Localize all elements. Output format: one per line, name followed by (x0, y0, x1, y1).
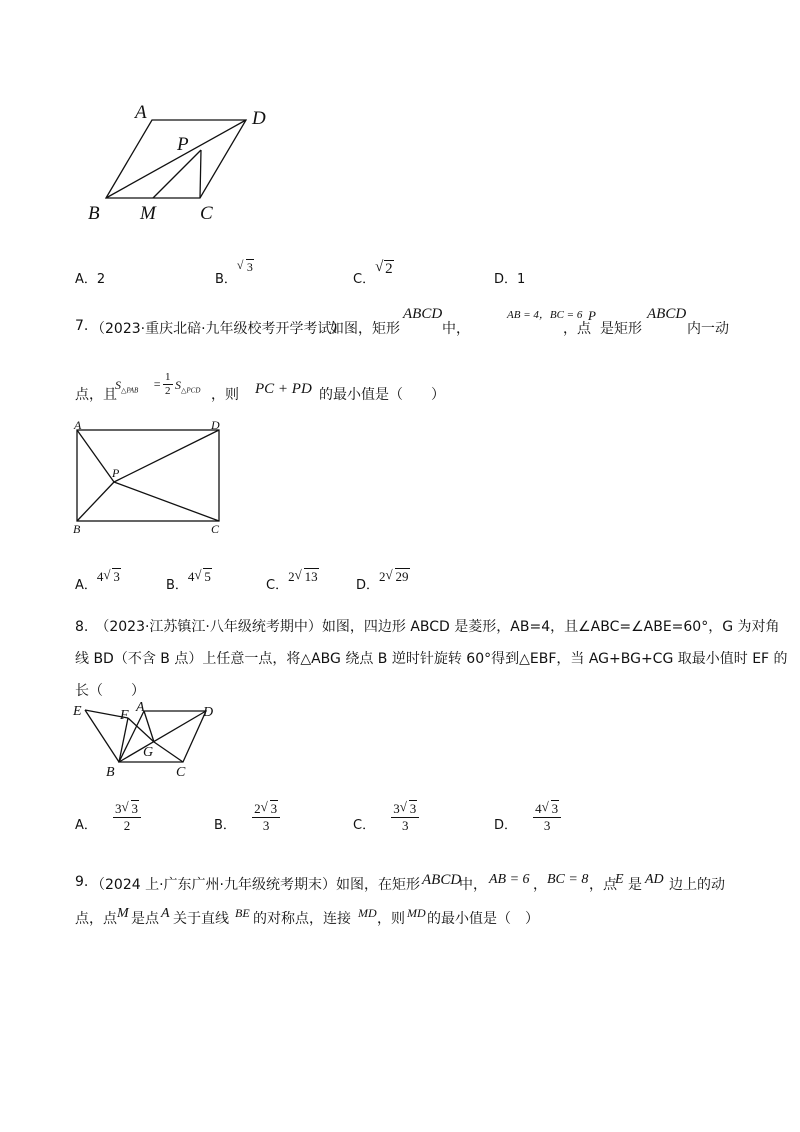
label-d: D (252, 108, 266, 129)
segment-pc (200, 150, 201, 198)
label-a: A (74, 418, 82, 432)
q7-option-d: D．2√ 29 (356, 566, 410, 585)
rectangle-abcd (77, 430, 219, 521)
q9-line1: 9. （2024 上·广东广州·九年级统考期末）如图，在矩形 ABCD 中， AB = 6 ， BC = 8 ，点 E 是 AD 边上的动 (75, 872, 725, 893)
q7-number: 7. (75, 318, 89, 334)
label-a: A (136, 700, 145, 715)
q6-option-c: C．√ 2 (353, 262, 394, 282)
q7-line2: 点，且 $S_{\triangle PAB}$ = $\frac{1}{2}$ $S_{\triangle PCD}$ ，则 PC + PD 的最小值是（ ） (75, 371, 445, 403)
label-e: E (73, 704, 82, 719)
q8-option-b: B． $\frac{2√ 3}{3}$ (214, 802, 268, 833)
figure-q7 (70, 418, 230, 538)
q7-option-a: A．4√ 3 (75, 566, 121, 585)
figure-q8 (70, 696, 230, 786)
label-b: B (73, 522, 81, 536)
label-a: A (135, 102, 147, 123)
q6-option-a: A．2 (75, 272, 106, 287)
q6-option-b: B．√ 3 (215, 264, 254, 283)
segment-be (85, 710, 119, 762)
q8-line1: 8. （2023·江苏镇江·八年级统考期中）如图，四边形 ABCD 是菱形，AB=4，且∠ABC=∠ABE=60°，G 为对角 (75, 619, 780, 635)
q8-line3: 长（ ） (75, 683, 145, 699)
q9-source: （2024 上·广东广州·九年级统考期末）如图，在矩形 (91, 877, 420, 893)
q7-option-b: B．4√ 5 (166, 566, 212, 585)
label-f: F (120, 708, 129, 723)
label-p: P (112, 466, 120, 480)
q7-line1: 7. （2023·重庆北碚·九年级校考开学考试） 如图，矩形 ABCD 中， AB = 4，BC = 6 ，点 P 是矩形 ABCD 内一动 (75, 306, 729, 337)
label-c: C (211, 522, 220, 536)
q9-line2: 点，点 M 是点 A 关于直线 BE 的对称点，连接 MD ，则 MD 的最小值是（ ） (75, 906, 539, 927)
label-d: D (203, 705, 214, 720)
q9-number: 9. (75, 874, 89, 890)
q8-option-a: A． $\frac{3√ 3}{2}$ (75, 802, 129, 833)
q7-option-c: C．2√ 13 (266, 566, 319, 585)
q6-option-d: D．1 (494, 272, 526, 287)
segment-cg (154, 742, 183, 762)
label-b: B (106, 765, 115, 780)
segment-bf (119, 718, 128, 762)
q8-line2: 线 BD（不含 B 点）上任意一点，将△ABG 绕点 B 逆时针旋转 60°得到△EBF，当 AG+BG+CG 取最小值时 EF 的 (75, 651, 788, 667)
label-c: C (200, 203, 213, 224)
q8-option-c: C． $\frac{3√ 3}{3}$ (353, 802, 407, 833)
label-p: P (177, 134, 189, 155)
q8-option-d: D． $\frac{4√ 3}{3}$ (494, 802, 549, 833)
label-d: D (211, 418, 220, 432)
segment-bd (106, 120, 246, 198)
label-c: C (176, 765, 186, 780)
label-b: B (88, 203, 100, 224)
segment-pm (153, 150, 201, 198)
label-g: G (143, 745, 154, 760)
q7-source: （2023·重庆北碚·九年级校考开学考试） (91, 321, 346, 337)
label-m: M (140, 203, 156, 224)
figure-q6 (80, 95, 290, 230)
